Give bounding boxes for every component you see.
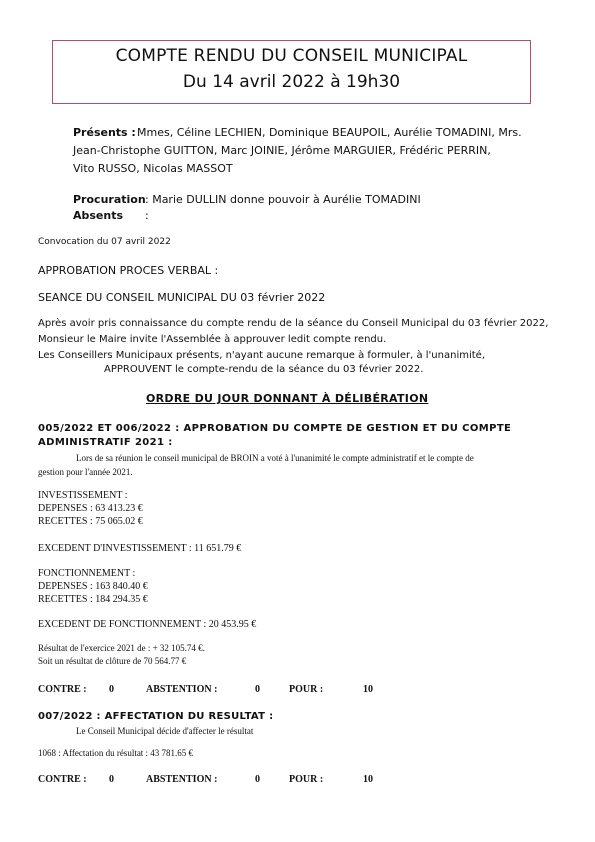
item2-title: 007/2022 : AFFECTATION DU RESULTAT : xyxy=(38,711,274,722)
present-line-1: Mmes, Céline LECHIEN, Dominique BEAUPOIL, Aurélie TOMADINI, Mrs. xyxy=(137,126,522,139)
item2-contre-label: CONTRE : xyxy=(38,774,87,785)
item1-title-line-1: 005/2022 ET 006/2022 : APPROBATION DU COMPTE DE GESTION ET DU COMPTE xyxy=(38,423,512,434)
proxy-text: : Marie DULLIN donne pouvoir à Aurélie TOMADINI xyxy=(145,193,421,206)
approval-line-1: Après avoir pris connaissance du compte rendu de la séance du Conseil Municipal du 03 février 2022, xyxy=(38,318,549,329)
document-title: COMPTE RENDU DU CONSEIL MUNICIPAL xyxy=(115,46,468,66)
proxy-label: Procuration xyxy=(73,193,146,206)
present-line-2: Jean-Christophe GUITTON, Marc JOINIE, Jérôme MARGUIER, Frédéric PERRIN, xyxy=(73,144,491,157)
invest-recettes: RECETTES : 75 065.02 € xyxy=(38,516,143,527)
approval-line-4: APPROUVENT le compte-rendu de la séance du 03 février 2022. xyxy=(104,364,424,375)
item1-pour-label: POUR : xyxy=(289,684,324,695)
item1-contre-value: 0 xyxy=(109,684,114,695)
fonct-recettes: RECETTES : 184 294.35 € xyxy=(38,594,148,605)
title-box xyxy=(52,40,531,104)
item1-abstention-label: ABSTENTION : xyxy=(146,684,218,695)
result-line-2: Soit un résultat de clôture de 70 564.77 € xyxy=(38,656,187,666)
item1-pour-value: 10 xyxy=(363,684,373,695)
present-label: Présents : xyxy=(73,126,136,139)
approval-line-2: Monsieur le Maire invite l'Assemblée à approuver ledit compte rendu. xyxy=(38,334,387,345)
fonct-label: FONCTIONNEMENT : xyxy=(38,568,136,579)
approval-line-3: Les Conseillers Municipaux présents, n'ayant aucune remarque à formuler, à l'unanimité, xyxy=(38,350,485,361)
document-date: Du 14 avril 2022 à 19h30 xyxy=(182,72,401,92)
convocation-date: Convocation du 07 avril 2022 xyxy=(38,237,171,247)
agenda-heading: ORDRE DU JOUR DONNANT À DÉLIBÉRATION xyxy=(146,392,429,405)
item1-title-line-2: ADMINISTRATIF 2021 : xyxy=(38,437,173,448)
approval-heading: APPROBATION PROCES VERBAL : xyxy=(38,264,219,277)
invest-label: INVESTISSEMENT : xyxy=(38,490,128,501)
fonct-depenses: DEPENSES : 163 840.40 € xyxy=(38,581,148,592)
approval-session: SEANCE DU CONSEIL MUNICIPAL DU 03 février 2022 xyxy=(38,291,326,304)
item1-body-line-1: Lors de sa réunion le conseil municipal de BROIN a voté à l'unanimité le compte administratif et le compte de xyxy=(76,453,474,463)
invest-depenses: DEPENSES : 63 413.23 € xyxy=(38,503,143,514)
absent-label: Absents xyxy=(73,209,124,222)
item1-body-line-2: gestion pour l'année 2021. xyxy=(38,467,133,477)
item1-contre-label: CONTRE : xyxy=(38,684,87,695)
item2-abstention-label: ABSTENTION : xyxy=(146,774,218,785)
item2-affectation: 1068 : Affectation du résultat : 43 781.65 € xyxy=(38,748,194,758)
invest-excedent: EXCEDENT D'INVESTISSEMENT : 11 651.79 € xyxy=(38,543,242,554)
absent-text: : xyxy=(145,209,149,222)
item2-pour-value: 10 xyxy=(363,774,373,785)
item2-abstention-value: 0 xyxy=(255,774,260,785)
item2-pour-label: POUR : xyxy=(289,774,324,785)
fonct-excedent: EXCEDENT DE FONCTIONNEMENT : 20 453.95 € xyxy=(38,619,257,630)
item1-abstention-value: 0 xyxy=(255,684,260,695)
item2-contre-value: 0 xyxy=(109,774,114,785)
result-line-1: Résultat de l'exercice 2021 de : + 32 105.74 €. xyxy=(38,643,205,653)
present-line-3: Vito RUSSO, Nicolas MASSOT xyxy=(73,162,233,175)
item2-body: Le Conseil Municipal décide d'affecter le résultat xyxy=(76,726,254,736)
